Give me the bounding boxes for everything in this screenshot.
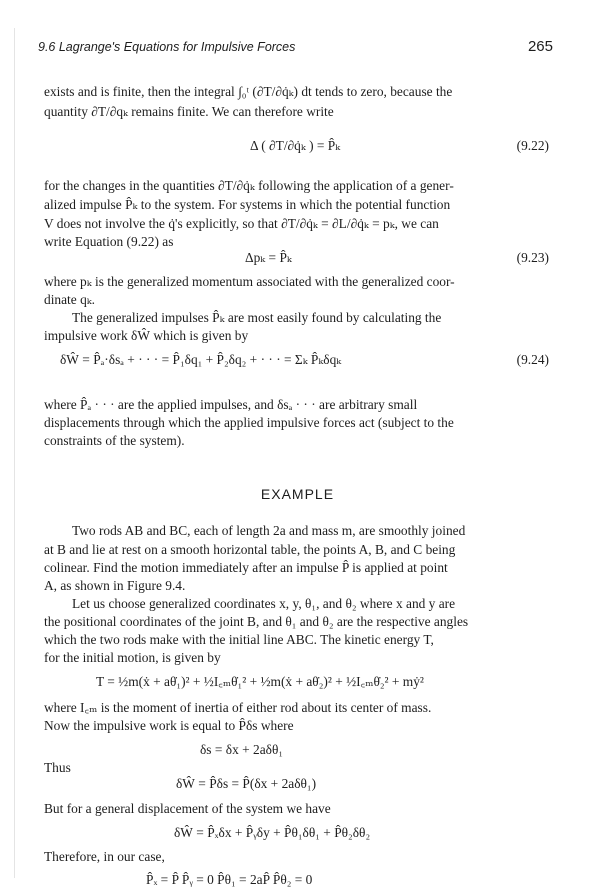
impulsive-work-equation: δŴ = P̂δs = P̂(δx + 2aδθ₁)	[176, 776, 317, 791]
text-line: Therefore, in our case,	[44, 849, 165, 864]
text-line: colinear. Find the motion immediately after an impulse P̂ is applied at point	[44, 560, 448, 575]
page-number: 265	[527, 38, 553, 55]
equation-number: (9.22)	[516, 138, 549, 153]
generalized-impulses-equation: P̂ₓ = P̂ P̂ᵧ = 0 P̂θ₁ = 2aP̂ P̂θ₂ = 0	[146, 872, 313, 887]
text-line: Let us choose generalized coordinates x, y, θ₁, and θ₂ where x and y are	[72, 596, 456, 611]
general-work-equation: δŴ = P̂ₓδx + P̂ᵧδy + P̂θ₁δθ₁ + P̂θ₂δθ₂	[174, 825, 371, 840]
text-line: Two rods AB and BC, each of length 2a and mass m, are smoothly joined	[72, 523, 466, 538]
text-line: exists and is finite, then the integral ∫₀ᵗ (∂T/∂q̇ₖ) dt tends to zero, because the	[44, 84, 453, 99]
displacement-equation: δs = δx + 2aδθ₁	[200, 742, 284, 757]
text-line: where pₖ is the generalized momentum associated with the generalized coor-	[44, 274, 455, 289]
text-line: V does not involve the q̇'s explicitly, so that ∂T/∂q̇ₖ = ∂L/∂q̇ₖ = pₖ, we can	[44, 216, 439, 231]
text-line: constraints of the system).	[44, 433, 185, 448]
equation-9-24: δŴ = P̂ₐ·δsₐ + · · · = P̂₁δq₁ + P̂₂δq₂ + · · · = Σₖ P̂ₖδqₖ	[60, 352, 342, 367]
section-title: 9.6 Lagrange's Equations for Impulsive Forces	[38, 40, 296, 54]
text-line: at B and lie at rest on a smooth horizontal table, the points A, B, and C being	[44, 542, 456, 557]
equation-number: (9.24)	[516, 352, 549, 367]
text-line: Now the impulsive work is equal to P̂δs where	[44, 718, 294, 733]
text-line: for the initial motion, is given by	[44, 650, 221, 665]
text-line: which the two rods make with the initial line ABC. The kinetic energy T,	[44, 632, 434, 647]
equation-number: (9.23)	[516, 250, 549, 265]
equation-9-22: Δ ( ∂T/∂q̇ₖ ) = P̂ₖ	[250, 138, 341, 153]
text-line: The generalized impulses P̂ₖ are most easily found by calculating the	[72, 310, 442, 325]
text-line: for the changes in the quantities ∂T/∂q̇ₖ following the application of a gener-	[44, 178, 454, 193]
scan-edge	[14, 28, 15, 878]
text-line: dinate qₖ.	[44, 292, 95, 307]
text-line: But for a general displacement of the system we have	[44, 801, 331, 816]
text-line: where I꜀ₘ is the moment of inertia of either rod about its center of mass.	[44, 700, 432, 715]
text-line: A, as shown in Figure 9.4.	[44, 578, 186, 593]
kinetic-energy-equation: T = ½m(ẋ + aθ̇₁)² + ½I꜀ₘθ̇₁² + ½m(ẋ + aθ̇₂)² + ½I꜀ₘθ̇₂² + mẏ²	[96, 674, 424, 689]
text-line: write Equation (9.22) as	[44, 234, 174, 249]
text-line: where P̂ₐ · · · are the applied impulses, and δsₐ · · · are arbitrary small	[44, 397, 418, 412]
text-line: alized impulse P̂ₖ to the system. For systems in which the potential function	[44, 197, 451, 212]
example-heading: EXAMPLE	[260, 486, 335, 502]
text-line: quantity ∂T/∂qₖ remains finite. We can therefore write	[44, 104, 334, 119]
text-line: displacements through which the applied impulsive forces act (subject to the	[44, 415, 454, 430]
text-line: the positional coordinates of the joint B, and θ₁ and θ₂ are the respective angles	[44, 614, 469, 629]
text-line: Thus	[44, 760, 71, 775]
equation-9-23: Δpₖ = P̂ₖ	[245, 250, 292, 265]
running-header	[38, 40, 553, 60]
text-line: impulsive work δŴ which is given by	[44, 328, 249, 343]
